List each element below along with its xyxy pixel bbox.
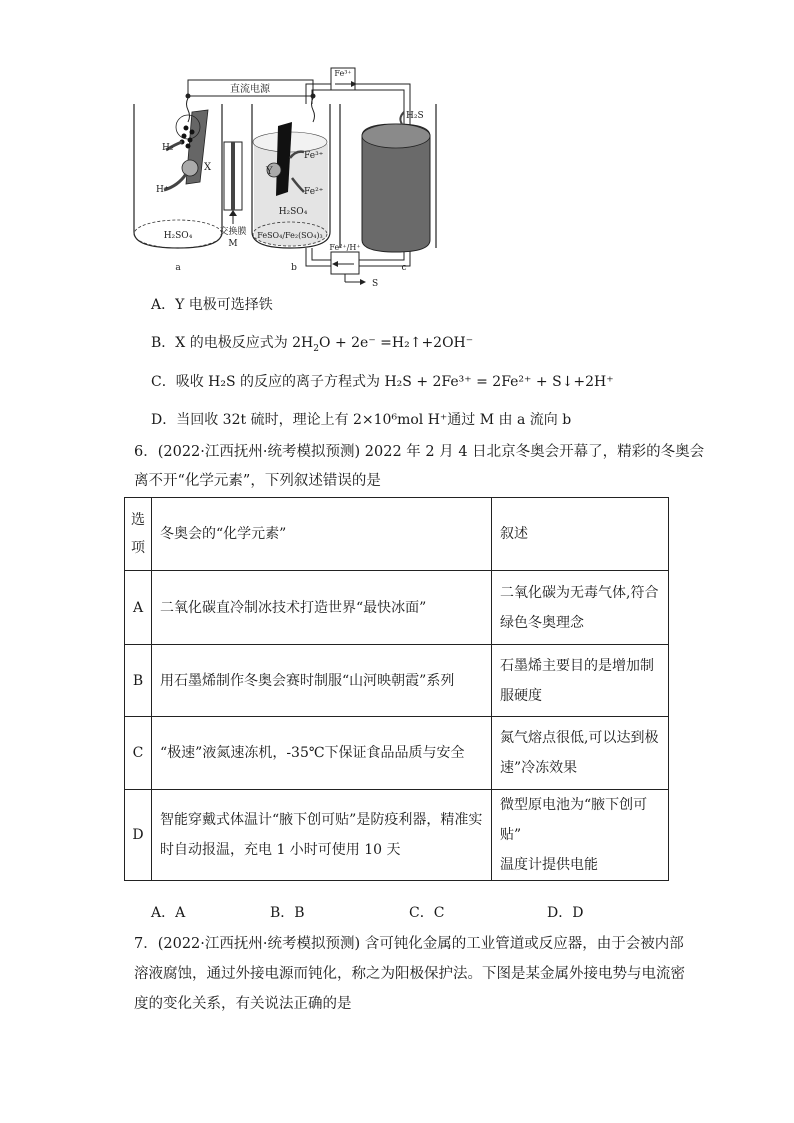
svg-text:H₂SO₄: H₂SO₄ [163,231,193,241]
q7-stem-line1: 7．(2022·江西抚州·统考模拟预测) 含可钝化金属的工业管道或反应器，由于会被内部 [134,936,684,952]
svg-text:M: M [228,239,238,249]
option-a[interactable]: A．Y 电极可选择铁 [151,297,273,313]
cell-a [134,104,222,248]
svg-text:S: S [372,279,379,289]
table-header-row [125,498,669,571]
svg-text:H₂SO₄: H₂SO₄ [278,207,308,217]
answer-d[interactable]: D．D [547,905,584,921]
option-d[interactable]: D．当回收 32t 硫时，理论上有 2×10⁶mol H⁺通过 M 由 a 流向 b [151,412,572,428]
svg-text:Fe³⁺: Fe³⁺ [304,151,324,161]
svg-text:Fe³⁺: Fe³⁺ [334,69,352,78]
svg-text:H⁺: H⁺ [156,185,169,195]
svg-text:H₂S: H₂S [406,111,424,121]
svg-text:交换膜: 交换膜 [219,227,247,237]
svg-text:H₂: H₂ [162,143,174,153]
table-row: B 用石墨烯制作冬奥会赛时制服“山河映朝霞”系列 石墨烯主要目的是增加制 服硬度 [125,645,669,717]
q7-stem-line3: 度的变化关系，有关说法正确的是 [134,996,352,1012]
q6-stem-line2: 离不开“化学元素”，下列叙述错误的是 [134,473,381,489]
power-supply-label: 直流电源 [230,84,270,95]
header-element: 冬奥会的“化学元素” [152,498,492,571]
svg-text:b: b [291,263,297,273]
option-c[interactable]: C．吸收 H₂S 的反应的离子方程式为 H₂S + 2Fe³⁺ = 2Fe²⁺ + S↓+2H⁺ [151,374,614,390]
svg-text:c: c [401,263,407,273]
q7-stem-line2: 溶液腐蚀，通过外接电源而钝化，称之为阳极保护法。下图是某金属外接电势与电流密 [134,966,685,982]
table-row: A 二氧化碳直冷制冰技术打造世界“最快冰面” 二氧化碳为无毒气体,符合 绿色冬奥理念 [125,571,669,645]
answer-a[interactable]: A．A [151,905,186,921]
electrolysis-diagram [128,62,448,290]
apparatus-svg [128,62,448,290]
svg-text:X: X [204,162,212,173]
q6-stem-line1: 6．(2022·江西抚州·统考模拟预测) 2022 年 2 月 4 日北京冬奥会开幕了，精彩的冬奥会 [134,444,705,460]
answer-b[interactable]: B．B [270,905,305,921]
table-row: C “极速”液氮速冻机，-35℃下保证食品品质与安全 氮气熔点很低,可以达到极 速”冷冻效果 [125,717,669,790]
q6-table [124,497,669,881]
answer-c[interactable]: C．C [409,905,445,921]
table-row: D 智能穿戴式体温计“腋下创可贴”是防疫利器，精准实 时自动报温，充电 1 小时可使用 10 天 微型原电池为“腋下创可贴” 温度计提供电能 [125,790,669,881]
svg-text:FeSO₄/Fe₂(SO₄)₃: FeSO₄/Fe₂(SO₄)₃ [257,231,323,240]
svg-text:Y: Y [266,166,273,177]
header-option: 选 项 [125,498,152,571]
option-b[interactable]: B．X 的电极反应式为 $2H_2O + 2e^-$ =H₂↑+2OH⁻ [151,335,474,354]
svg-text:Fe²⁺: Fe²⁺ [304,187,324,197]
svg-text:a: a [175,263,181,273]
header-description: 叙述 [492,498,669,571]
svg-text:Fe²⁺/H⁺: Fe²⁺/H⁺ [329,243,361,252]
